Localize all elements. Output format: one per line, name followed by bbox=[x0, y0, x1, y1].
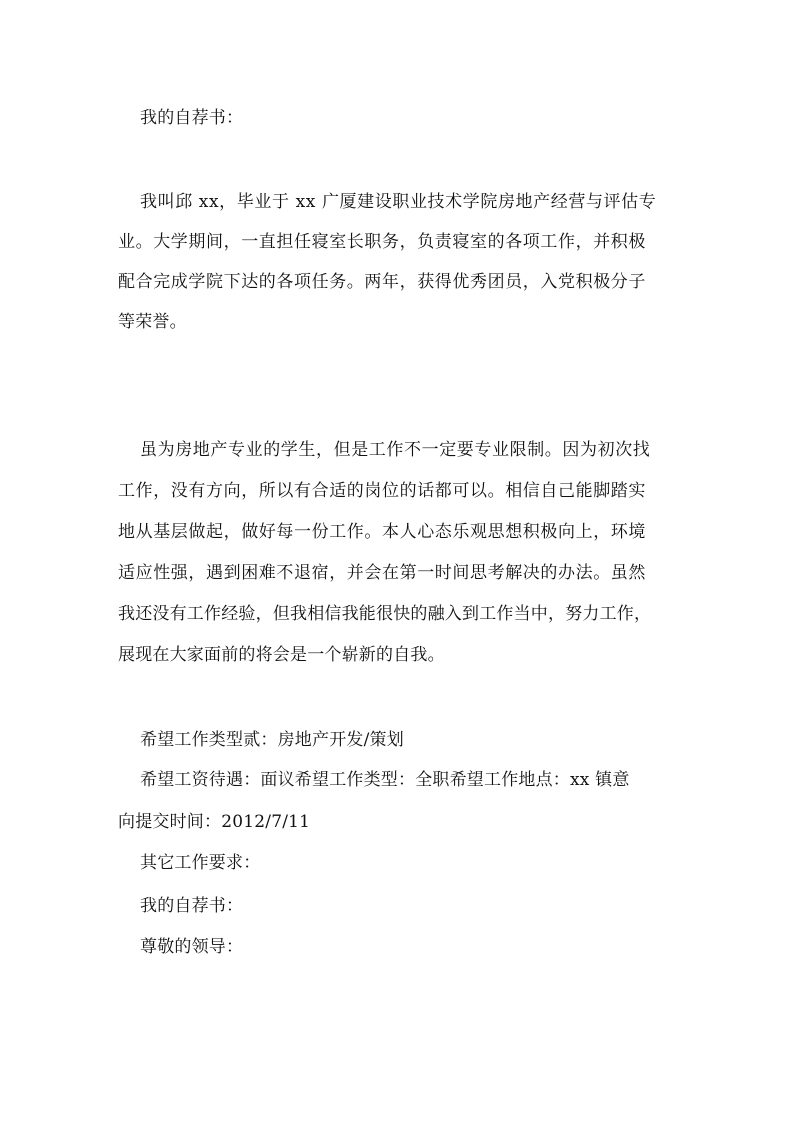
paragraph2-line1: 虽为房地产专业的学生，但是工作不一定要专业限制。因为初次找 bbox=[140, 440, 651, 460]
paragraph1-line2: 业。大学期间，一直担任寝室长职务，负责寝室的各项工作，并积极 bbox=[118, 232, 646, 252]
job-type-line: 希望工作类型贰：房地产开发/策划 bbox=[140, 730, 404, 750]
heading-repeat: 我的自荐书： bbox=[140, 896, 244, 916]
paragraph2-line4: 适应性强，遇到困难不退宿，并会在第一时间思考解决的办法。虽然 bbox=[118, 563, 646, 583]
paragraph2-line3: 地从基层做起，做好每一份工作。本人心态乐观思想积极向上，环境 bbox=[118, 522, 646, 542]
salary-line2: 向提交时间：2012/7/11 bbox=[118, 812, 311, 832]
paragraph2-line2: 工作，没有方向，所以有合适的岗位的话都可以。相信自己能脚踏实 bbox=[118, 481, 646, 501]
paragraph1-line4: 等荣誉。 bbox=[118, 312, 187, 332]
paragraph1-line3: 配合完成学院下达的各项任务。两年，获得优秀团员，入党积极分子 bbox=[118, 272, 646, 292]
other-requirements: 其它工作要求： bbox=[140, 853, 261, 873]
paragraph1-line1: 我叫邱 xx，毕业于 xx 广厦建设职业技术学院房地产经营与评估专 bbox=[140, 192, 657, 212]
paragraph2-line6: 展现在大家面前的将会是一个崭新的自我。 bbox=[118, 645, 445, 665]
salary-line1: 希望工资待遇：面议希望工作类型：全职希望工作地点：xx 镇意 bbox=[140, 770, 630, 790]
paragraph2-line5: 我还没有工作经验，但我相信我能很快的融入到工作当中，努力工作， bbox=[118, 604, 652, 624]
salutation: 尊敬的领导： bbox=[140, 937, 244, 957]
heading: 我的自荐书： bbox=[140, 108, 244, 128]
